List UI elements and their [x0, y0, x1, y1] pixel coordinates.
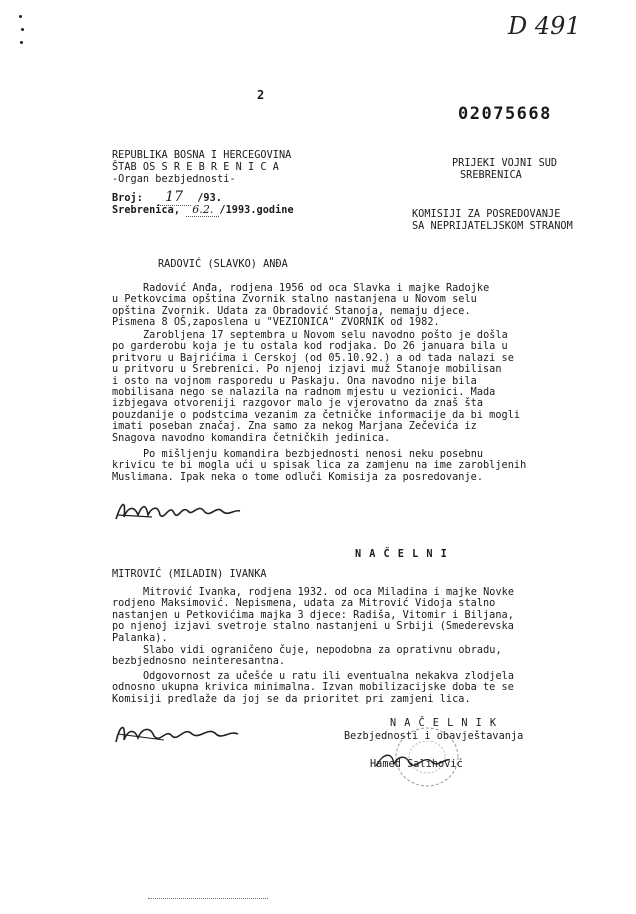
text-line: Slabo vidi ograničeno čuje, nepodobna za oprativnu obradu, [143, 645, 502, 656]
text-line: Palanka). [112, 632, 168, 644]
footer-role: Bezbjednosti i obavještavanja [344, 731, 524, 742]
text-line: izbjegava otvoreniji razgovor malo je vjerovatno da znaš šta [112, 398, 484, 410]
sender-line-3: -Organ bezbjednosti- [112, 174, 236, 185]
archive-stamp-number: 02075668 [458, 104, 552, 124]
text-line: krivicu te bi mogla ući u spisak lica za zamjenu na ime zarobljenih [112, 460, 527, 472]
text-line: pouzdanije o podstcima vezanim za četničke informacije da bi mogli [112, 409, 521, 421]
text-line: Po mišljenju komandira bezbjednosti nenosi neku posebnu [143, 449, 484, 460]
text-line: rodjeno Maksimović. Nepismena, udata za Mitrović Vidoja stalno [112, 598, 496, 610]
text-line: Pismena 8 OŠ,zaposlena u "VEZIONICA" ZVORNIK od 1982. [112, 317, 440, 329]
place: Srebrenica, [112, 205, 181, 216]
text-line: bezbjednosno neinteresantna. [112, 656, 286, 668]
person2-paragraph-2 [112, 645, 592, 668]
margin-mark [20, 41, 23, 44]
text-line: Zarobljena 17 septembra u Novom selu navodno pošto je došla [143, 330, 508, 341]
footer-signature [372, 748, 452, 774]
scan-edge-noise [148, 898, 268, 899]
text-line: nastanjen u Petkovićima majka 3 djece: Radiša, Vitomir i Biljana, [112, 609, 514, 621]
text-line: opština Zvornik. Udata za Obradović Stanoja, nemaju djece. [112, 305, 471, 317]
recipient-line-2: SREBRENICA [460, 170, 522, 181]
text-line: i osto na vojnom rasporedu u Paskaju. Ona navodno nije bila [112, 375, 477, 387]
person1-heading: RADOVIĆ (SLAVKO) ANĐA [158, 259, 288, 270]
recipient-line-1: PRIJEKI VOJNI SUD [452, 158, 558, 169]
recipient-line-3: KOMISIJI ZA POSREDOVANJE [412, 209, 561, 220]
person1-paragraph-2 [112, 330, 592, 444]
text-line: Snagova navodno komandira četničkih jedinica. [112, 432, 391, 444]
text-line: Radović Anđa, rodjena 1956 od oca Slavka i majke Radojke [143, 283, 490, 294]
recipient-line-4: SA NEPRIJATELJSKOM STRANOM [412, 221, 573, 232]
place-date-line [112, 203, 294, 216]
sender-line-2: ŠTAB OS S R E B R E N I C A [112, 162, 279, 173]
date-handwritten: 6.2. [186, 203, 219, 217]
napomena-heading: N A Č E L N I [355, 549, 448, 560]
text-line: po njenoj izjavi svetroje stalno nastanjeni u Srbiji (Smederevska [112, 621, 514, 633]
broj-suffix: /93. [197, 193, 222, 204]
broj-label: Broj: [112, 193, 143, 204]
person1-paragraph-1 [112, 283, 592, 329]
footer-signatory-name: Hamed Salihović [370, 759, 463, 770]
text-line: imati poseban značaj. Zna samo za nekog Marjana Zečevića iz [112, 421, 477, 433]
person2-paragraph-3 [112, 671, 592, 705]
page-number: 2 [257, 88, 265, 102]
text-line: po garderobu koja je tu ostala kod rodjaka. Do 26 januara bila u [112, 341, 508, 353]
text-line: Odgovornost za učešće u ratu ili eventualna nekakva zlodjela [143, 671, 515, 682]
person1-signature [112, 493, 247, 529]
text-line: mobilisana nego se nalazila na radnom mjestu u vezionici. Mada [112, 386, 496, 398]
text-line: Komisiji predlaže da joj se da prioritet pri zamjeni lica. [112, 693, 471, 705]
footer-title: N A Č E L N I K [390, 718, 498, 729]
text-line: pritvoru u Bajrićima i Cerskoj (od 05.10.92.) a od tada nalazi se [112, 352, 514, 364]
text-line: Muslimana. Ipak neka o tome odluči Komisija za posredovanje. [112, 471, 484, 483]
broj-value-handwritten: 17 [157, 189, 191, 206]
sender-line-1: REPUBLIKA BOSNA I HERCEGOVINA [112, 150, 292, 161]
person2-paragraph-1 [112, 587, 592, 644]
person2-signature [110, 714, 245, 750]
person2-heading: MITROVIĆ (MILADIN) IVANKA [112, 569, 267, 580]
date-suffix: /1993.godine [219, 205, 294, 216]
person1-paragraph-3 [112, 449, 592, 483]
text-line: Mitrović Ivanka, rodjena 1932. od oca Miladina i majke Novke [143, 587, 515, 598]
handwritten-archive-mark: D 491 [508, 12, 581, 40]
margin-mark [19, 15, 22, 18]
text-line: u Petkovcima opština Zvornik stalno nastanjena u Novom selu [112, 294, 477, 306]
text-line: odnosno ukupna krivica minimalna. Izvan mobilizacijske doba te se [112, 682, 514, 694]
margin-mark [21, 28, 24, 31]
text-line: u pritvoru u Srebrenici. Po njenoj izjavi muž Stanoje mobilisan [112, 364, 502, 376]
